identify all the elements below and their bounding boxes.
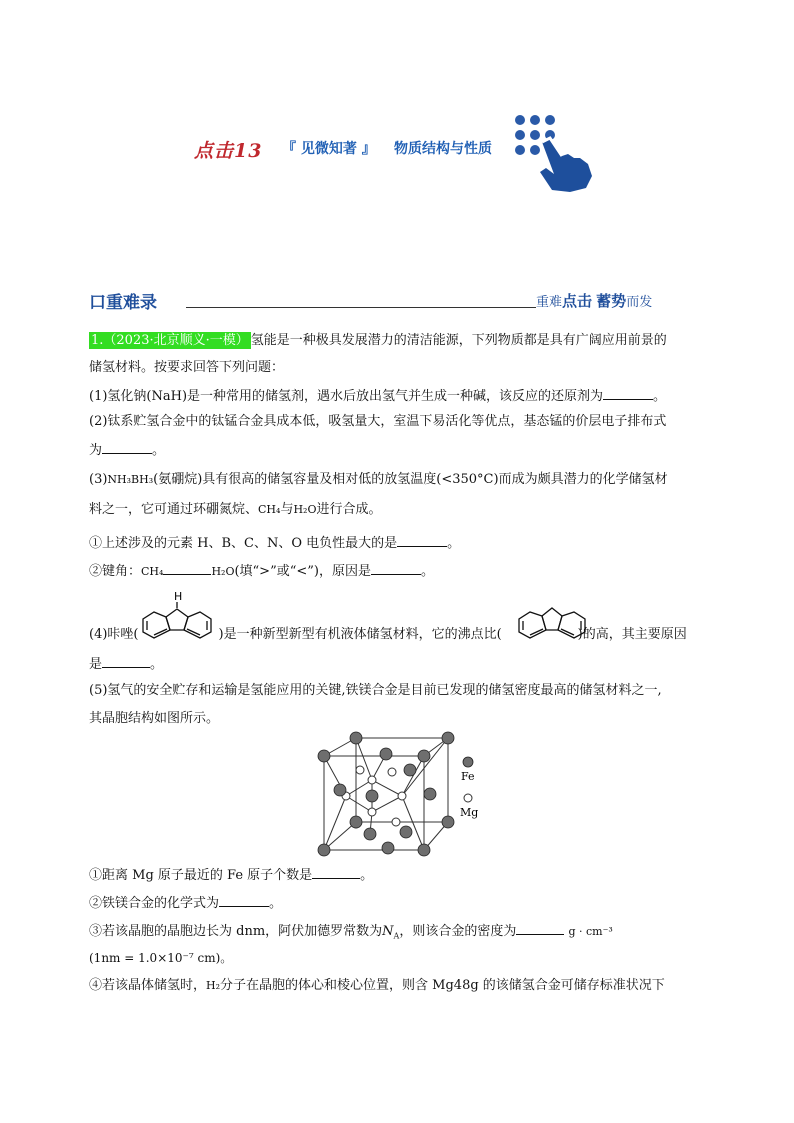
crystal-cell-diagram [310, 730, 496, 858]
question-part5-line1: (5)氢气的安全贮存和运输是氢能应用的关键,铁镁合金是目前已发现的储氢密度最高的储氢材料之一, [89, 683, 662, 698]
question-part3-sub2: ②键角：CH₄ H₂O(填“>”或“<”)，原因是 。 [89, 564, 434, 579]
question-part1: (1)氢化钠(NaH)是一种常用的储氢剂，遇水后放出氢气并生成一种碱，该反应的还原剂为 。 [89, 389, 667, 404]
svg-text:H: H [174, 590, 183, 603]
question-part2-line1: (2)钛系贮氢合金中的钛锰合金具成本低，吸氢量大，室温下易活化等优点，基态锰的价层电子排布式 [89, 414, 667, 429]
header-title: 点击13 [194, 140, 263, 162]
section-slogan: 重难点击 蓄势而发 [536, 292, 653, 310]
pointer-hand-icon [510, 112, 602, 196]
carbazole-structure-icon [138, 588, 220, 644]
question-part3-line2: 料之一，它可通过环硼氮烷、CH₄与H₂O进行合成。 [89, 502, 382, 517]
header-tag: 『 见微知著 』 [282, 141, 376, 157]
question-part5-sub4: ④若该晶体储氢时，H₂分子在晶胞的体心和棱心位置，则含 Mg48g 的该储氢合金可储存标准状况下 [89, 978, 665, 993]
fe-legend-icon [463, 757, 473, 767]
question-part3-line1: (3)NH₃BH₃(氨硼烷)具有很高的储氢容量及相对低的放氢温度(<350°C)而成为颇具潜力的化学储氢材 [89, 472, 668, 487]
question-part4-line2: 是 。 [89, 657, 164, 672]
question-part3-sub1: ①上述涉及的元素 H、B、C、N、O 电负性最大的是 。 [89, 536, 461, 551]
question-part5-line2: 其晶胞结构如图所示。 [89, 711, 220, 726]
question-part5-sub2: ②铁镁合金的化学式为 。 [89, 896, 283, 911]
mg-legend-icon [464, 794, 472, 802]
question-part5-sub3: ③若该晶胞的晶胞边长为 dnm，阿伏加德罗常数为$N_A$，则该合金的密度为 g · cm⁻³ [89, 924, 613, 941]
section-label: 口重难录 [89, 293, 157, 313]
question-part2-line2: 为 。 [89, 443, 166, 458]
fe-legend-label: Fe [461, 770, 475, 783]
header-subtitle: 物质结构与性质 [394, 141, 492, 157]
question-part5-sub1: ①距离 Mg 原子最近的 Fe 原子个数是 。 [89, 868, 374, 883]
source-badge: 1.（2023·北京顺义·一模） [91, 333, 249, 348]
section-divider [186, 307, 536, 308]
question-intro-line1: 1.（2023·北京顺义·一模） 氢能是一种极具发展潜力的清洁能源，下列物质都是具有广阔应用前景的 [91, 333, 667, 348]
question-part5-sub3-note: (1nm = 1.0×10⁻⁷ cm)。 [89, 951, 233, 965]
question-part4-line1: (4)咔唑( )是一种新型新型有机液体储氢材料，它的沸点比( )的高，其主要原因 [89, 627, 687, 642]
question-intro-line2: 储氢材料。按要求回答下列问题： [89, 360, 285, 375]
mg-legend-label: Mg [460, 806, 479, 819]
fluorene-structure-icon [514, 604, 590, 648]
